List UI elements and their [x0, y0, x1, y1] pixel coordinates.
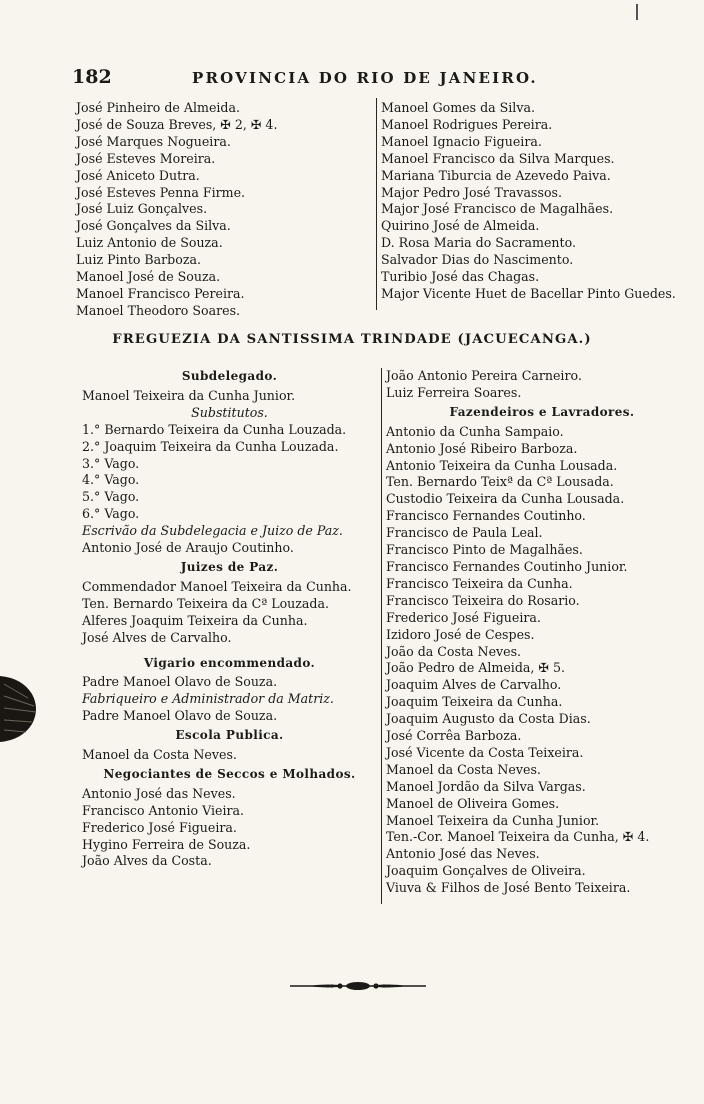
- page-number: 182: [72, 66, 112, 88]
- running-title: PROVINCIA DO RIO DE JANEIRO.: [192, 69, 538, 87]
- fazendeiro-item: Francisco Teixeira do Rosario.: [386, 592, 580, 608]
- margin-tick: [636, 4, 638, 20]
- fazendeiro-item: Manoel Teixeira da Cunha Junior.: [386, 812, 600, 828]
- fazendeiros-list: [386, 424, 698, 897]
- fazendeiro-item: Manoel Jordão da Silva Vargas.: [386, 778, 586, 794]
- negociante-item: Hygino Ferreira de Souza.: [82, 836, 251, 852]
- fazendeiro-item: Ten.-Cor. Manoel Teixeira da Cunha, ✠ 4.: [386, 829, 650, 845]
- list-item: Manoel Gomes da Silva.: [381, 100, 535, 115]
- list-item: Salvador Dias do Nascimento.: [381, 252, 574, 268]
- substituto-item: 3.° Vago.: [82, 455, 140, 471]
- juizes-list: [82, 579, 377, 647]
- negociante-item: Frederico José Figueira.: [82, 819, 237, 835]
- list-item: D. Rosa Maria do Sacramento.: [381, 235, 576, 251]
- substituto-item: 2.° Joaquim Teixeira da Cunha Louzada.: [82, 438, 339, 454]
- fazendeiros-heading: Fazendeiros e Lavradores.: [449, 404, 635, 419]
- list-item: Manoel Theodoro Soares.: [76, 302, 241, 318]
- list-item: Luiz Pinto Barboza.: [76, 252, 201, 268]
- fazendeiro-item: Francisco Pinto de Magalhães.: [386, 542, 583, 558]
- list-item: Manoel Francisco Pereira.: [76, 285, 245, 301]
- list-item: Major Vicente Huet de Bacellar Pinto Guedes.: [381, 285, 676, 301]
- list-item: José Esteves Penna Firme.: [76, 184, 246, 200]
- escrivao-heading: Escrivão da Subdelegacia e Juizo de Paz.: [82, 523, 343, 539]
- substituto-item: 4.° Vago.: [82, 472, 140, 488]
- vigario-heading: Vigario encommendado.: [143, 655, 316, 670]
- list-item: Quirino José de Almeida.: [381, 218, 540, 234]
- fazendeiro-item: José Corrêa Barboza.: [386, 728, 522, 744]
- section-title: FREGUEZIA DA SANTISSIMA TRINDADE (JACUECANGA.): [112, 332, 592, 347]
- fazendeiro-item: Ten. Bernardo Teixª da Cª Lousada.: [386, 474, 614, 490]
- top-left-list: [76, 100, 366, 320]
- list-item: Luiz Ferreira Soares.: [386, 384, 522, 400]
- escola-heading: Escola Publica.: [175, 728, 284, 743]
- fazendeiro-item: Frederico José Figueira.: [386, 609, 541, 625]
- juiz-item: Alferes Joaquim Teixeira da Cunha.: [82, 612, 308, 628]
- list-item: José Luiz Gonçalves.: [76, 201, 208, 217]
- page-edge-stain-icon: [0, 668, 44, 750]
- fazendeiro-item: Custodio Teixeira da Cunha Lousada.: [386, 491, 625, 507]
- fazendeiro-item: Antonio José das Neves.: [386, 846, 540, 862]
- fazendeiro-item: Manoel da Costa Neves.: [386, 761, 541, 777]
- juiz-item: Commendador Manoel Teixeira da Cunha.: [82, 578, 352, 594]
- list-item: João Antonio Pereira Carneiro.: [386, 368, 582, 383]
- fabriqueiro-heading: Fabriqueiro e Administrador da Matriz.: [82, 691, 334, 707]
- list-item: Manoel José de Souza.: [76, 269, 221, 285]
- fazendeiro-item: Joaquim Augusto da Costa Dias.: [386, 711, 591, 727]
- list-item: José Esteves Moreira.: [76, 150, 216, 166]
- top-right-list: [381, 100, 691, 303]
- list-item: José Pinheiro de Almeida.: [76, 100, 240, 115]
- fazendeiro-item: Antonio Teixeira da Cunha Lousada.: [386, 457, 618, 473]
- fazendeiro-item: João Pedro de Almeida, ✠ 5.: [386, 660, 565, 676]
- negociantes-heading: Negociantes de Seccos e Molhados.: [103, 766, 356, 781]
- right-top-names: [386, 368, 698, 402]
- list-item: Manoel Ignacio Figueira.: [381, 133, 542, 149]
- substituto-item: 6.° Vago.: [82, 506, 140, 522]
- fazendeiro-item: Antonio José Ribeiro Barboza.: [386, 440, 578, 456]
- fazendeiro-item: Manoel de Oliveira Gomes.: [386, 795, 560, 811]
- subdelegado-name: Manoel Teixeira da Cunha Junior.: [82, 387, 296, 403]
- list-item: Luiz Antonio de Souza.: [76, 235, 223, 251]
- list-item: José Marques Nogueira.: [76, 133, 231, 149]
- list-item: Manoel Francisco da Silva Marques.: [381, 150, 615, 166]
- juiz-item: Ten. Bernardo Teixeira da Cª Louzada.: [82, 595, 329, 611]
- substitutos-list: [82, 422, 377, 523]
- list-item: Manoel Rodrigues Pereira.: [381, 116, 553, 132]
- escrivao-name: Antonio José de Araujo Coutinho.: [82, 540, 294, 556]
- page-header: [0, 66, 704, 92]
- negociantes-list: [82, 786, 377, 871]
- fazendeiro-item: Joaquim Alves de Carvalho.: [386, 677, 562, 693]
- fazendeiro-item: Francisco de Paula Leal.: [386, 525, 543, 541]
- juiz-item: José Alves de Carvalho.: [82, 629, 232, 645]
- fazendeiro-item: Francisco Fernandes Coutinho Junior.: [386, 558, 628, 574]
- fazendeiro-item: Viuva & Filhos de José Bento Teixeira.: [386, 880, 631, 896]
- list-item: Mariana Tiburcia de Azevedo Paiva.: [381, 167, 611, 183]
- negociante-item: Antonio José das Neves.: [82, 785, 236, 801]
- list-item: José de Souza Breves, ✠ 2, ✠ 4.: [76, 116, 278, 132]
- top-column-rule: [376, 98, 377, 310]
- list-item: Major Pedro José Travassos.: [381, 184, 563, 200]
- fazendeiro-item: Antonio da Cunha Sampaio.: [386, 423, 564, 439]
- right-column: [386, 368, 698, 897]
- fazendeiro-item: Joaquim Teixeira da Cunha.: [386, 694, 563, 710]
- substitutos-heading: Substitutos.: [191, 404, 268, 420]
- substituto-item: 1.° Bernardo Teixeira da Cunha Louzada.: [82, 421, 347, 437]
- fazendeiro-item: Joaquim Gonçalves de Oliveira.: [386, 863, 586, 879]
- negociante-item: João Alves da Costa.: [82, 853, 212, 869]
- fazendeiro-item: João da Costa Neves.: [386, 643, 522, 659]
- vigario-name: Padre Manoel Olavo de Souza.: [82, 674, 278, 690]
- juizes-heading: Juizes de Paz.: [180, 559, 279, 574]
- lower-column-rule: [381, 368, 382, 904]
- fazendeiro-item: Francisco Fernandes Coutinho.: [386, 508, 586, 524]
- list-item: Turibio José das Chagas.: [381, 269, 540, 285]
- list-item: José Gonçalves da Silva.: [76, 218, 231, 234]
- fazendeiro-item: José Vicente da Costa Teixeira.: [386, 744, 584, 760]
- substituto-item: 5.° Vago.: [82, 489, 140, 505]
- list-item: Major José Francisco de Magalhães.: [381, 201, 614, 217]
- list-item: José Aniceto Dutra.: [76, 167, 200, 183]
- left-column: [82, 366, 377, 870]
- fazendeiro-item: Izidoro José de Cespes.: [386, 626, 535, 642]
- fazendeiro-item: Francisco Teixeira da Cunha.: [386, 575, 573, 591]
- escola-name: Manoel da Costa Neves.: [82, 747, 237, 763]
- fabriqueiro-name: Padre Manoel Olavo de Souza.: [82, 708, 278, 724]
- ornamental-divider-icon: [288, 978, 428, 994]
- negociante-item: Francisco Antonio Vieira.: [82, 802, 245, 818]
- subdelegado-heading: Subdelegado.: [181, 369, 278, 383]
